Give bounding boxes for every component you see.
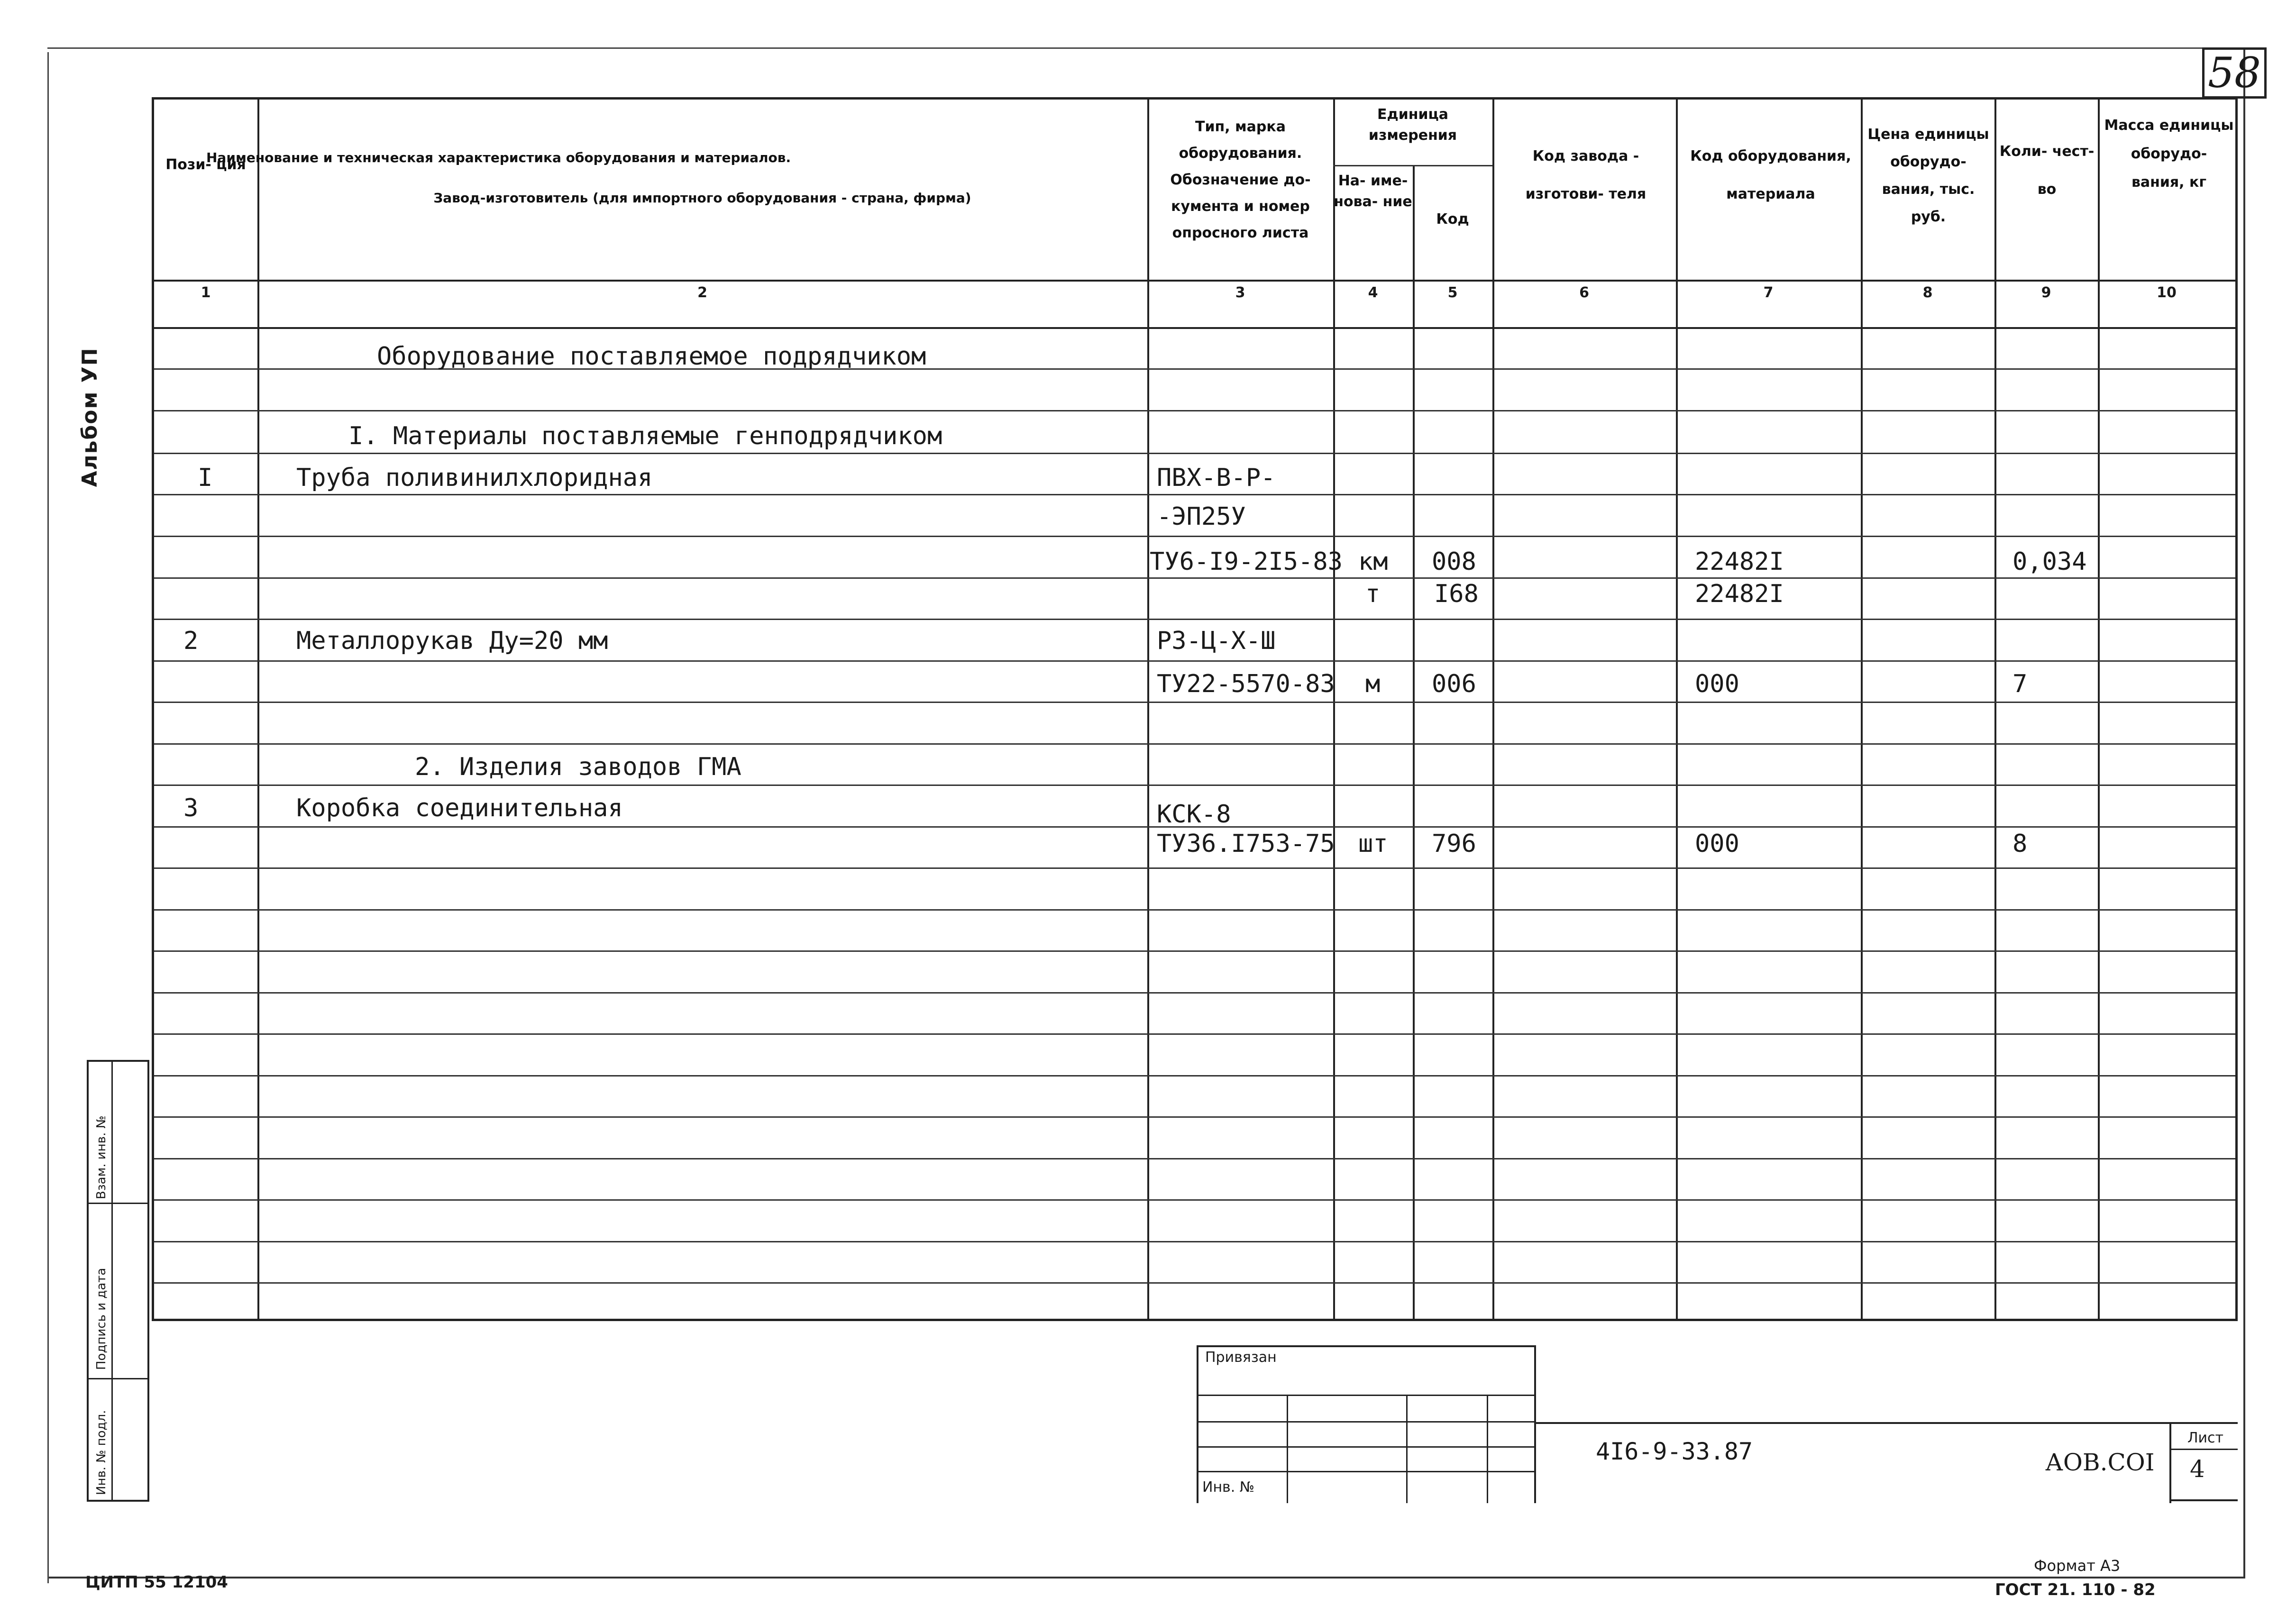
header-unit-name: На- име- нова- ние <box>1334 173 1412 210</box>
header-price: Цена единицы оборудо- вания, тыс. руб. <box>1867 126 1989 225</box>
header-mass: Масса единицы оборудо- вания, кг <box>2104 117 2234 191</box>
header-name-line1: Наименование и техническая характеристика оборудования и материалов. <box>206 150 791 165</box>
section-1-title: I. Материалы поставляемые генподрядчиком <box>348 422 942 450</box>
col-line <box>1994 100 1996 1319</box>
item1-position: I <box>198 464 213 492</box>
table-end-line <box>154 1319 2235 1321</box>
colnum-6: 6 <box>1579 284 1589 301</box>
row-line <box>154 1199 2235 1201</box>
col-line <box>1492 100 1494 1319</box>
item2-type: Р3-Ц-Х-Ш <box>1157 627 1276 655</box>
item3-name: Коробка соединительная <box>296 794 623 822</box>
sheet-bottom <box>2169 1499 2238 1501</box>
col-line <box>1861 100 1863 1319</box>
colnum-10: 10 <box>2157 284 2177 301</box>
item1-eq-a: 22482I <box>1695 547 1784 576</box>
bound-vline <box>1287 1395 1288 1503</box>
row-line <box>154 1075 2235 1077</box>
item3-eq: 000 <box>1695 830 1739 858</box>
item1-qty: 0,034 <box>2012 547 2087 576</box>
bound-line <box>1197 1395 1536 1396</box>
replaced-inv-label: Взам. инв. № <box>94 1115 109 1199</box>
row-line <box>154 743 2235 745</box>
sheet-hline <box>2169 1449 2238 1450</box>
colnum-4: 4 <box>1368 284 1378 301</box>
row-line <box>154 909 2235 911</box>
equipment-table <box>152 97 2238 1321</box>
item3-doc: ТУ36.I753-75 <box>1157 830 1335 858</box>
colnum-9: 9 <box>2041 284 2051 301</box>
item1-eq-b: 22482I <box>1695 580 1784 608</box>
bound-label: Привязан <box>1205 1349 1277 1366</box>
item2-unit: м <box>1365 670 1381 698</box>
header-type: Тип, марка оборудования. Обозначение до- кумента и номер опросного листа <box>1170 119 1311 241</box>
sheet-label: Лист <box>2187 1430 2224 1446</box>
bound-line <box>1197 1471 1536 1472</box>
row-line <box>154 702 2235 703</box>
item2-position: 2 <box>183 627 199 655</box>
col-line <box>1147 100 1149 1319</box>
item1-unit-a: км <box>1358 547 1388 576</box>
side-stamp-strip <box>87 1060 149 1502</box>
item1-unit-b: т <box>1365 580 1381 608</box>
item2-qty: 7 <box>2012 670 2028 698</box>
item3-unit: шт <box>1358 830 1388 858</box>
item3-code: 796 <box>1432 830 1476 858</box>
row-line <box>154 577 2235 579</box>
item3-qty: 8 <box>2012 830 2028 858</box>
item1-code-b: I68 <box>1434 580 1479 608</box>
col-line <box>257 100 259 1319</box>
item2-code: 006 <box>1432 670 1476 698</box>
footer-format: Формат А3 <box>2034 1557 2121 1575</box>
header-bottom-line <box>154 280 2235 282</box>
row-line <box>154 950 2235 952</box>
header-unit-code: Код <box>1436 211 1469 228</box>
bound-vline <box>1406 1395 1408 1503</box>
item2-name: Металлорукав Ду=20 мм <box>296 627 608 655</box>
header-unit-group: Единица измерения <box>1368 106 1457 144</box>
row-line <box>154 1158 2235 1159</box>
bound-line <box>1197 1421 1536 1423</box>
sheet-vline <box>2169 1422 2171 1503</box>
item1-code-a: 008 <box>1432 547 1476 576</box>
col-line <box>1333 100 1335 1319</box>
inv-label: Инв. № <box>1202 1479 1255 1496</box>
row-line <box>154 536 2235 537</box>
colnum-7: 7 <box>1763 284 1774 301</box>
item1-type-a: ПВХ-В-Р- <box>1157 464 1276 492</box>
footer-gost: ГОСТ 21. 110 - 82 <box>1995 1580 2156 1599</box>
footer-left: ЦИТП 55 12104 <box>85 1573 228 1592</box>
item1-doc: ТУ6-I9-2I5-83 <box>1150 547 1343 576</box>
item3-type: КСК-8 <box>1157 800 1231 829</box>
album-label: Альбом УП <box>78 347 102 487</box>
row-line <box>154 1282 2235 1284</box>
unit-group-line <box>1333 165 1492 166</box>
strip-cell-replaced <box>89 1062 147 1204</box>
inv-original-label: Инв. № подл. <box>94 1410 109 1495</box>
row-line <box>154 1116 2235 1118</box>
code-strip-line <box>1536 1422 2238 1424</box>
frame-left-edge <box>47 52 49 1583</box>
bound-vline <box>1487 1395 1488 1503</box>
row-line <box>154 660 2235 662</box>
colnum-3: 3 <box>1235 284 1245 301</box>
row-line <box>154 785 2235 786</box>
signature-date-label: Подпись и дата <box>94 1268 109 1370</box>
item1-name: Труба поливинилхлоридная <box>296 464 653 492</box>
colnum-8: 8 <box>1922 284 1933 301</box>
header-position: Пози- ция <box>165 156 246 173</box>
col-line <box>1676 100 1678 1319</box>
item2-doc: ТУ22-5570-83 <box>1157 670 1335 698</box>
colnum-1: 1 <box>201 284 211 301</box>
col-line <box>2098 100 2100 1319</box>
bound-line <box>1197 1446 1536 1448</box>
section-main-title: Оборудование поставляемое подрядчиком <box>377 342 926 371</box>
colnum-2: 2 <box>697 284 707 301</box>
item1-type-b: -ЭП25У <box>1157 502 1246 531</box>
row-line <box>154 453 2235 454</box>
strip-cell-inv <box>89 1379 147 1500</box>
sheet-number: 58 <box>2202 47 2267 99</box>
header-quantity: Коли- чест- во <box>1999 143 2095 198</box>
title-block <box>1197 1345 2238 1503</box>
strip-cell-signature <box>89 1204 147 1379</box>
item3-position: 3 <box>183 794 199 822</box>
header-factory-code: Код завода - изготови- теля <box>1525 148 1647 202</box>
item2-eq: 000 <box>1695 670 1739 698</box>
header-equipment-code: Код оборудования, материала <box>1690 148 1851 202</box>
colnum-bottom-line <box>154 327 2235 329</box>
document-mark: АОВ.СОI <box>2045 1449 2155 1476</box>
section-2-title: 2. Изделия заводов ГМА <box>415 753 741 781</box>
row-line <box>154 1241 2235 1242</box>
document-code: 4I6-9-33.87 <box>1596 1438 1753 1465</box>
sheet-value: 4 <box>2190 1455 2205 1483</box>
row-line <box>154 410 2235 411</box>
colnum-5: 5 <box>1447 284 1458 301</box>
row-line <box>154 867 2235 869</box>
row-line <box>154 992 2235 994</box>
row-line <box>154 494 2235 495</box>
row-line <box>154 1033 2235 1035</box>
row-line <box>154 619 2235 620</box>
header-name-line2: Завод-изготовитель (для импортного оборудования - страна, фирма) <box>433 190 971 206</box>
